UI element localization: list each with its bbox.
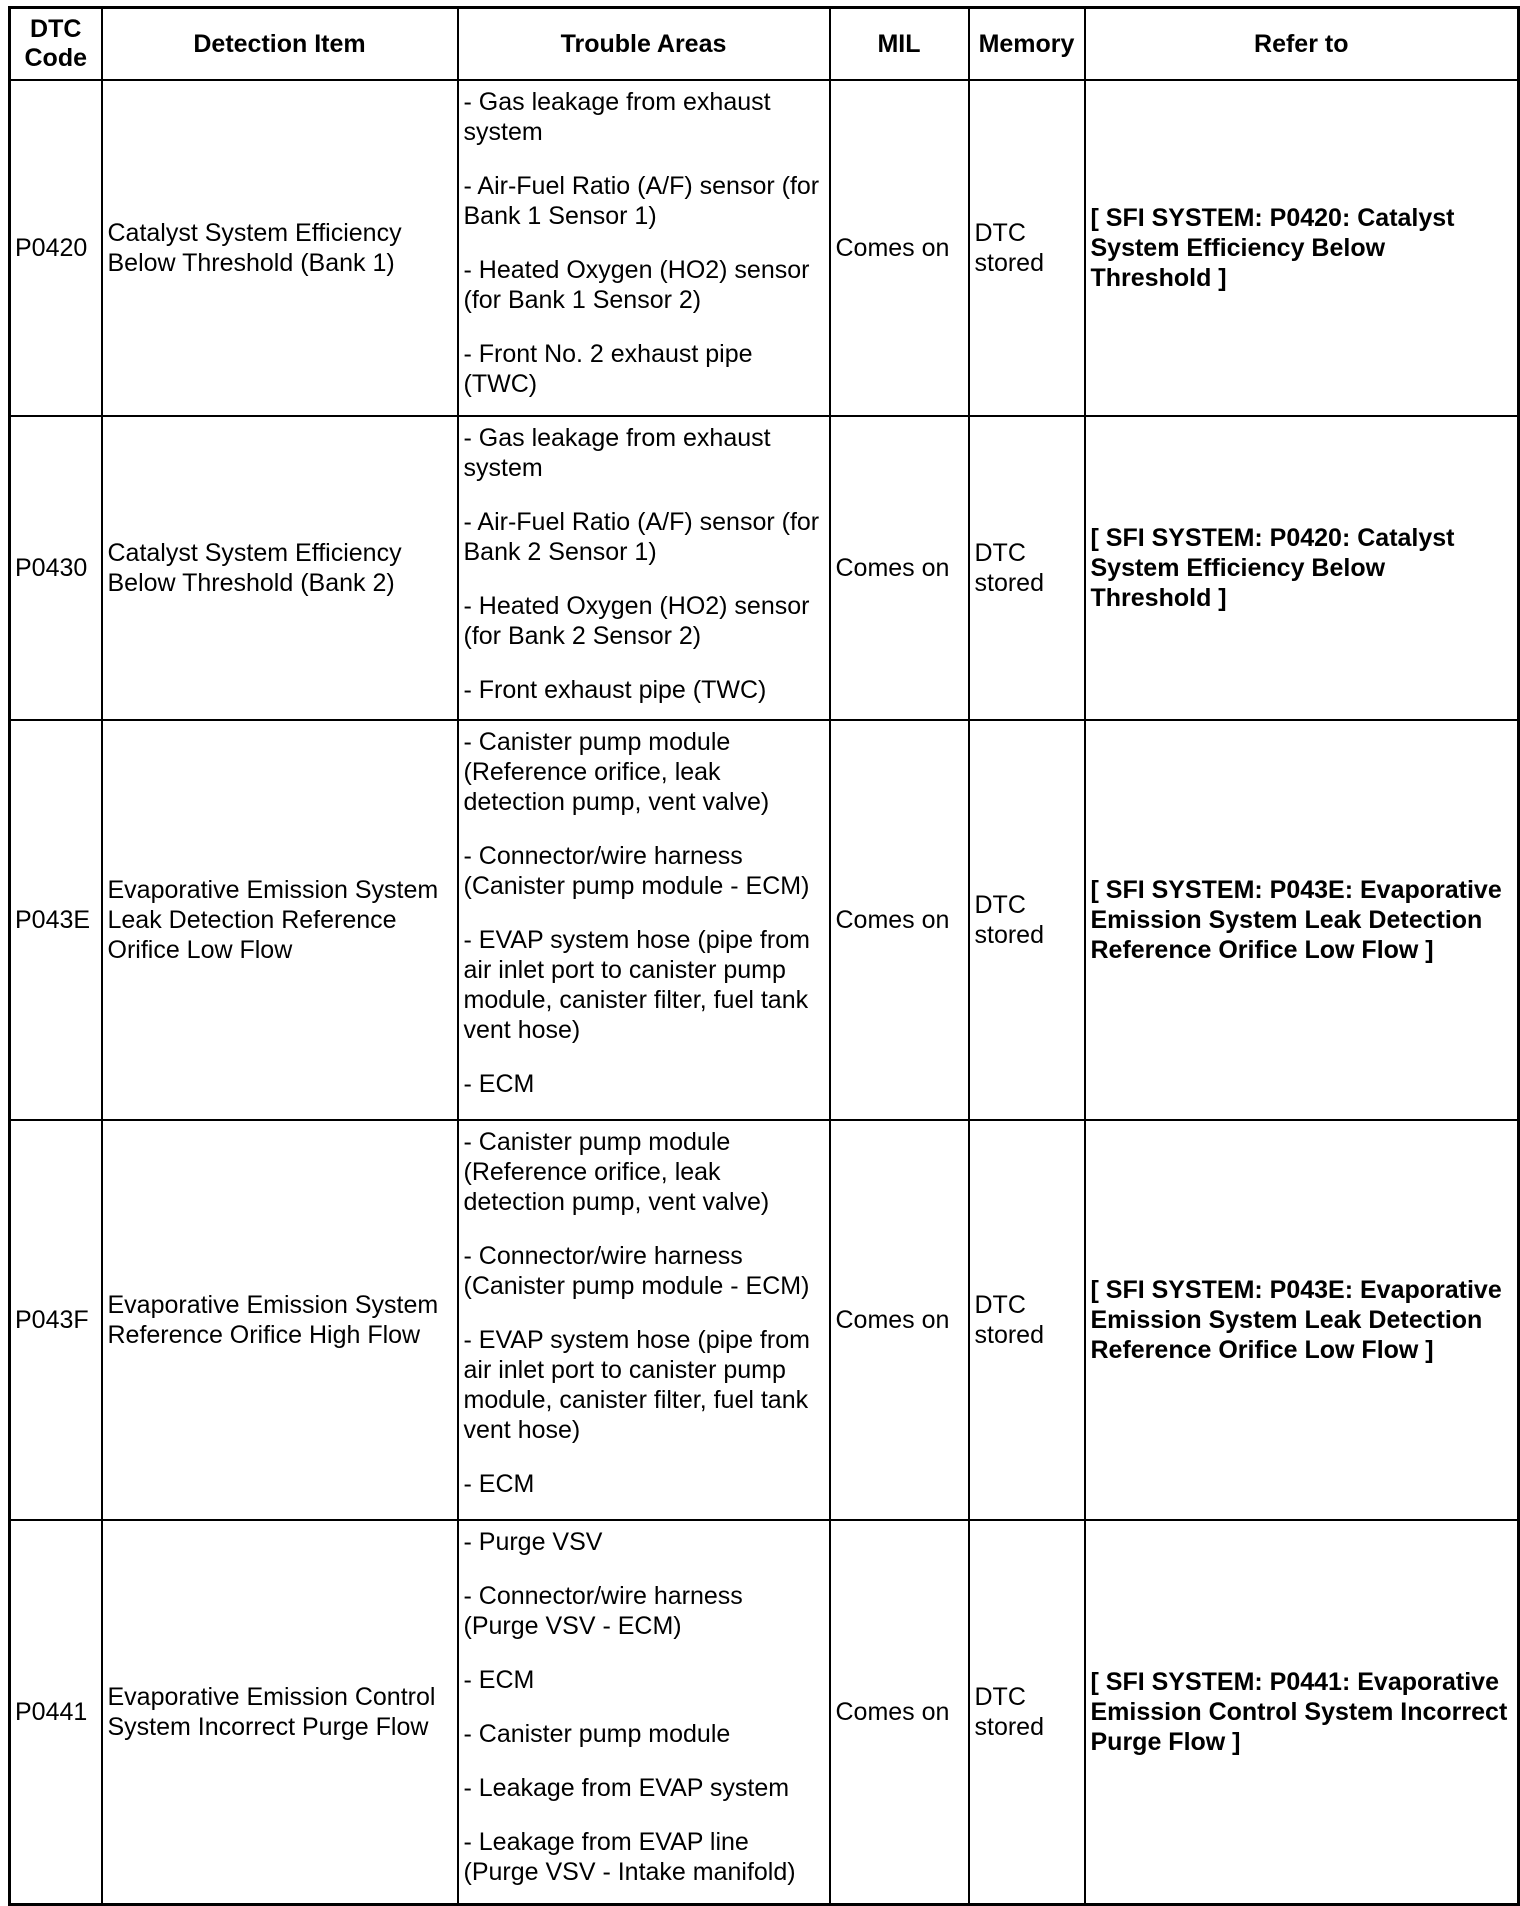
dtc-code-cell: P043F — [10, 1120, 102, 1520]
dtc-code-cell: P0420 — [10, 80, 102, 416]
detection-item-cell: Evaporative Emission System Leak Detection Reference Orifice Low Flow — [102, 720, 458, 1120]
trouble-areas-cell — [458, 1520, 830, 1905]
memory-cell: DTC stored — [969, 416, 1085, 720]
memory-cell: DTC stored — [969, 1520, 1085, 1905]
trouble-area-item: - Connector/wire harness (Purge VSV - ECM) — [463, 1582, 743, 1640]
mil-cell: Comes on — [830, 416, 969, 720]
trouble-area-item: - Canister pump module — [463, 1720, 731, 1748]
detection-item-cell: Evaporative Emission Control System Incorrect Purge Flow — [102, 1520, 458, 1905]
memory-cell: DTC stored — [969, 720, 1085, 1120]
trouble-area-item: - Canister pump module (Reference orifice, leak detection pump, vent valve) — [463, 1128, 770, 1216]
trouble-area-item: - ECM — [463, 1470, 535, 1498]
detection-item-cell: Catalyst System Efficiency Below Threshold (Bank 1) — [102, 80, 458, 416]
trouble-area-item: - Canister pump module (Reference orifice, leak detection pump, vent valve) — [463, 728, 770, 816]
table-row — [10, 720, 1519, 1120]
memory-cell: DTC stored — [969, 80, 1085, 416]
trouble-area-item: - Purge VSV — [463, 1528, 603, 1556]
dtc-code-cell: P0430 — [10, 416, 102, 720]
table-row — [10, 1520, 1519, 1905]
mil-cell: Comes on — [830, 1120, 969, 1520]
detection-item-cell: Evaporative Emission System Reference Orifice High Flow — [102, 1120, 458, 1520]
refer-to-link[interactable]: [ SFI SYSTEM: P0441: Evaporative Emission Control System Incorrect Purge Flow ] — [1085, 1520, 1519, 1905]
trouble-area-item: - Gas leakage from exhaust system — [463, 88, 771, 146]
mil-cell: Comes on — [830, 80, 969, 416]
dtc-table — [8, 6, 1520, 1906]
trouble-area-item: - Connector/wire harness (Canister pump module - ECM) — [463, 1242, 810, 1300]
trouble-area-item: - Leakage from EVAP line (Purge VSV - Intake manifold) — [463, 1828, 796, 1886]
trouble-areas-cell — [458, 1120, 830, 1520]
header-detection-item: Detection Item — [102, 8, 458, 81]
trouble-area-item: - Heated Oxygen (HO2) sensor (for Bank 1 Sensor 2) — [463, 256, 810, 314]
table-row — [10, 80, 1519, 416]
header-dtc-code: DTC Code — [10, 8, 102, 81]
detection-item-cell: Catalyst System Efficiency Below Threshold (Bank 2) — [102, 416, 458, 720]
trouble-area-item: - ECM — [463, 1070, 535, 1098]
memory-cell: DTC stored — [969, 1120, 1085, 1520]
trouble-area-item: - Air-Fuel Ratio (A/F) sensor (for Bank 2 Sensor 1) — [463, 508, 820, 566]
refer-to-link[interactable]: [ SFI SYSTEM: P043E: Evaporative Emission System Leak Detection Reference Orifice Low Flow ] — [1085, 1120, 1519, 1520]
trouble-area-item: - EVAP system hose (pipe from air inlet port to canister pump module, canister filter, fuel tank vent hose) — [463, 926, 810, 1044]
header-trouble-areas: Trouble Areas — [458, 8, 830, 81]
mil-cell: Comes on — [830, 1520, 969, 1905]
trouble-areas-cell — [458, 416, 830, 720]
header-mil: MIL — [830, 8, 969, 81]
dtc-code-cell: P0441 — [10, 1520, 102, 1905]
table-row — [10, 1120, 1519, 1520]
trouble-area-item: - Front No. 2 exhaust pipe (TWC) — [463, 340, 753, 398]
header-memory: Memory — [969, 8, 1085, 81]
trouble-area-item: - Gas leakage from exhaust system — [463, 424, 771, 482]
refer-to-link[interactable]: [ SFI SYSTEM: P043E: Evaporative Emission System Leak Detection Reference Orifice Low Flow ] — [1085, 720, 1519, 1120]
trouble-areas-cell — [458, 80, 830, 416]
trouble-areas-cell — [458, 720, 830, 1120]
trouble-area-item: - Heated Oxygen (HO2) sensor (for Bank 2 Sensor 2) — [463, 592, 810, 650]
header-row — [10, 8, 1519, 81]
refer-to-link[interactable]: [ SFI SYSTEM: P0420: Catalyst System Efficiency Below Threshold ] — [1085, 416, 1519, 720]
trouble-area-item: - Leakage from EVAP system — [463, 1774, 790, 1802]
dtc-code-cell: P043E — [10, 720, 102, 1120]
trouble-area-item: - Connector/wire harness (Canister pump module - ECM) — [463, 842, 810, 900]
mil-cell: Comes on — [830, 720, 969, 1120]
table-row — [10, 416, 1519, 720]
header-refer-to: Refer to — [1085, 8, 1519, 81]
trouble-area-item: - Air-Fuel Ratio (A/F) sensor (for Bank 1 Sensor 1) — [463, 172, 820, 230]
trouble-area-item: - EVAP system hose (pipe from air inlet port to canister pump module, canister filter, fuel tank vent hose) — [463, 1326, 810, 1444]
trouble-area-item: - ECM — [463, 1666, 535, 1694]
refer-to-link[interactable]: [ SFI SYSTEM: P0420: Catalyst System Efficiency Below Threshold ] — [1085, 80, 1519, 416]
trouble-area-item: - Front exhaust pipe (TWC) — [463, 676, 767, 704]
